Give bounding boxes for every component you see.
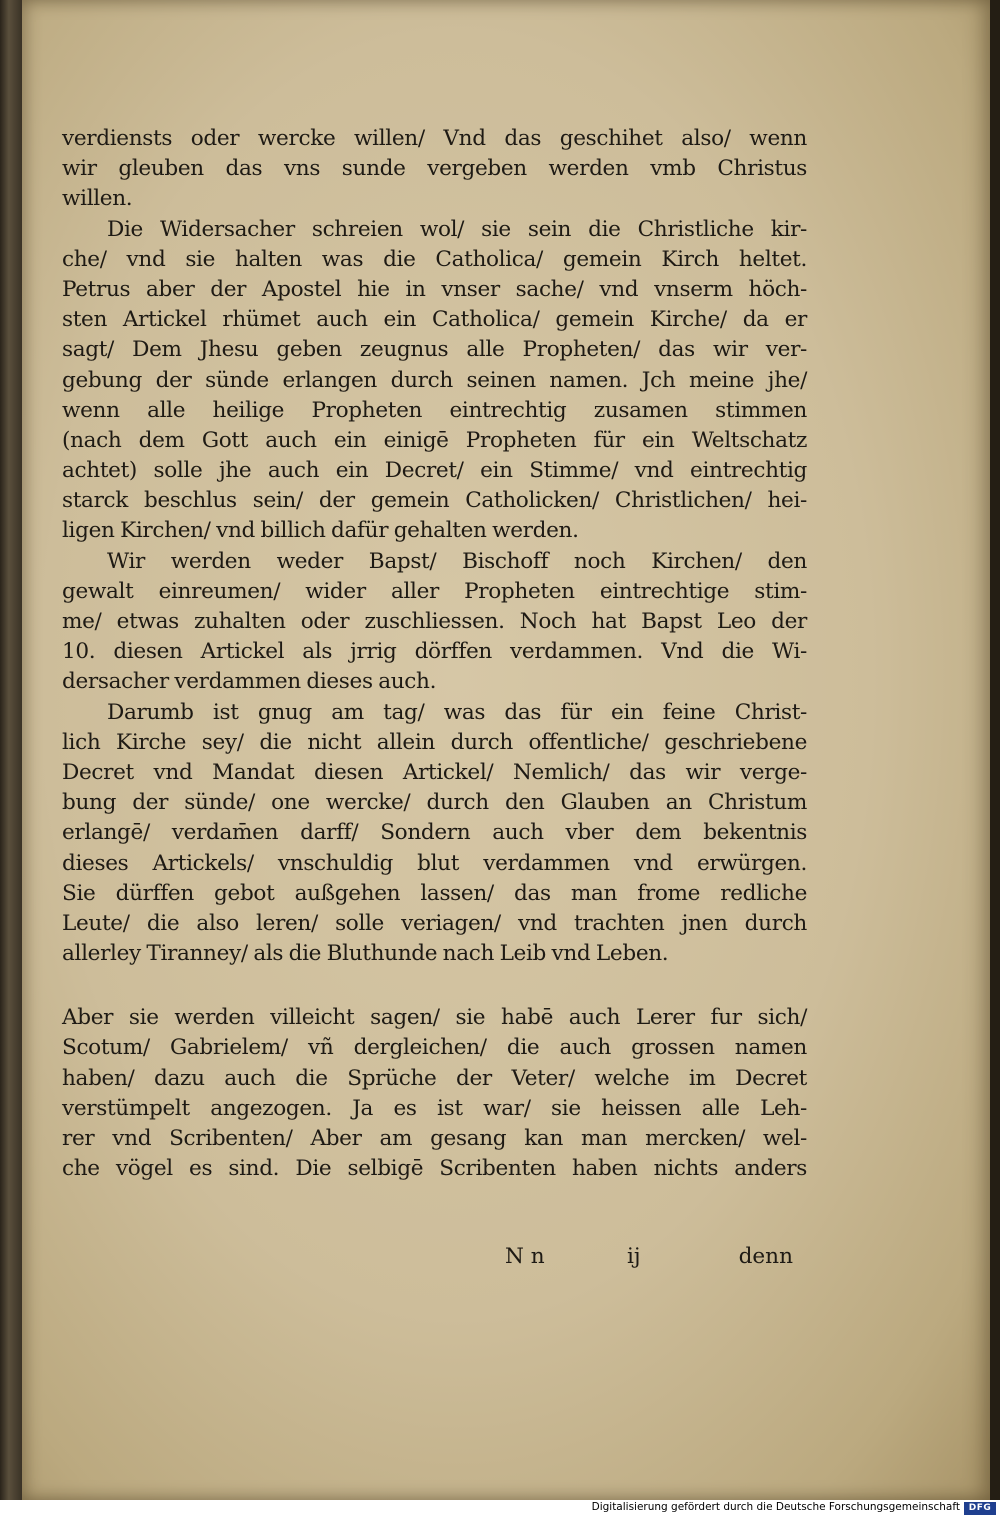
- text-line: Die Widersacher schreien wol/ sie sein die Christliche kir-: [107, 216, 807, 242]
- signature-mark: N n: [505, 1244, 545, 1269]
- text-line: che vögel es sind. Die selbigē Scribenten haben nichts anders: [62, 1156, 807, 1182]
- text-line: wenn alle heilige Propheten eintrechtig zusamen stimmen: [62, 397, 807, 423]
- text-line: che/ vnd sie halten was die Catholica/ gemein Kirch heltet.: [62, 246, 807, 272]
- funding-credit: Digitalisierung gefördert durch die Deutsche Forschungsgemeinschaft: [591, 1501, 960, 1513]
- text-line: Wir werden weder Bapst/ Bischoff noch Kirchen/ den: [107, 548, 807, 574]
- text-line: willen.: [62, 186, 133, 212]
- leaf-number: ij: [627, 1244, 641, 1269]
- text-line: bung der sünde/ one wercke/ durch den Glauben an Christum: [62, 790, 807, 816]
- digitization-footer: [0, 1500, 1000, 1518]
- text-line: sagt/ Dem Jhesu geben zeugnus alle Propheten/ das wir ver-: [62, 337, 807, 363]
- catchword: denn: [738, 1244, 793, 1269]
- text-line: (nach dem Gott auch ein einigē Propheten für ein Weltschatz: [62, 427, 807, 453]
- text-line: sten Artickel rhümet auch ein Catholica/ gemein Kirche/ da er: [62, 307, 807, 333]
- text-line: dieses Artickels/ vnschuldig blut verdammen vnd erwürgen.: [62, 850, 807, 876]
- text-line: Darumb ist gnug am tag/ was das für ein feine Christ-: [107, 699, 807, 725]
- text-line: haben/ dazu auch die Sprüche der Veter/ welche im Decret: [62, 1065, 807, 1091]
- text-line: me/ etwas zuhalten oder zuschliessen. Noch hat Bapst Leo der: [62, 609, 807, 634]
- text-line: 10. diesen Artickel als jrrig dörffen verdammen. Vnd die Wi-: [62, 639, 807, 665]
- text-line: ligen Kirchen/ vnd billich dafür gehalten werden.: [62, 518, 579, 544]
- text-line: verdiensts oder wercke willen/ Vnd das geschihet also/ wenn: [62, 126, 807, 151]
- page-footer-marks: [505, 1244, 793, 1276]
- text-line: Petrus aber der Apostel hie in vnser sache/ vnd vnserm höch-: [62, 276, 807, 302]
- text-line: Decret vnd Mandat diesen Artickel/ Nemlich/ das wir verge-: [62, 759, 807, 785]
- text-line: Scotum/ Gabrielem/ vñ dergleichen/ die auch grossen namen: [62, 1035, 807, 1061]
- text-line: rer vnd Scribenten/ Aber am gesang kan man mercken/ wel-: [62, 1126, 807, 1151]
- text-line: wir gleuben das vns sunde vergeben werden vmb Christus: [62, 156, 807, 182]
- text-line: starck beschlus sein/ der gemein Catholicken/ Christlichen/ hei-: [62, 488, 807, 514]
- page-edge-left: [0, 0, 22, 1500]
- text-line: Aber sie werden villeicht sagen/ sie habē auch Lerer fur sich/: [62, 1005, 807, 1031]
- text-line: dersacher verdammen dieses auch.: [62, 669, 437, 695]
- text-line: allerley Tiranney/ als die Bluthunde nach Leib vnd Leben.: [62, 941, 669, 967]
- text-line: gewalt einreumen/ wider aller Propheten eintrechtige stim-: [62, 578, 807, 604]
- dfg-logo-icon: DFG: [964, 1502, 996, 1515]
- text-line: lich Kirche sey/ die nicht allein durch offentliche/ geschriebene: [62, 729, 807, 755]
- text-line: verstümpelt angezogen. Ja es ist war/ sie heissen alle Leh-: [62, 1095, 807, 1121]
- paragraph-gap: [62, 969, 807, 1003]
- text-line: erlangē/ verdam̄en darff/ Sondern auch vber dem bekentnis: [62, 820, 807, 846]
- text-line: gebung der sünde erlangen durch seinen namen. Jch meine jhe/: [62, 367, 807, 393]
- text-line: Sie dürffen gebot außgehen lassen/ das man frome redliche: [62, 880, 807, 906]
- page-edge-right: [990, 0, 1000, 1500]
- page-text: [62, 124, 807, 1184]
- text-line: Leute/ die also leren/ solle veriagen/ vnd trachten jnen durch: [62, 910, 807, 936]
- text-line: achtet) solle jhe auch ein Decret/ ein Stimme/ vnd eintrechtig: [62, 458, 807, 484]
